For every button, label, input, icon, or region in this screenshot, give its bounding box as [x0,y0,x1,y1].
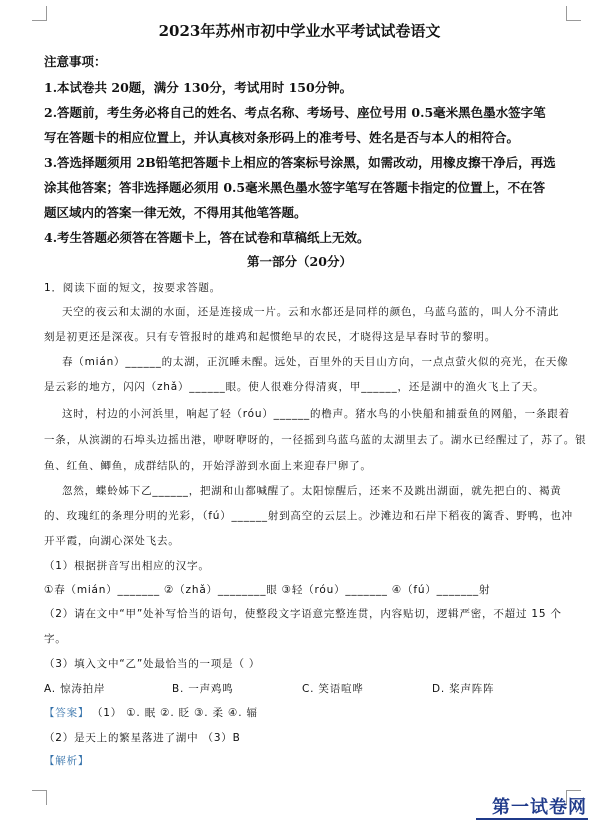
passage-line: 春（mián）______的太湖，正沉睡未醒。远处，百里外的天目山方向，一点点萤火似的亮光，在天像 [62,356,569,368]
notice-line: 写在答题卡的相应位置上，并认真核对条形码上的准考号、姓名是否与本人的相符合。 [44,130,520,145]
passage-line: 刻是初更还是深夜。只有专管报时的雄鸡和起惯绝早的农民，才晓得这是早春时节的黎明。 [44,331,496,343]
passage-line: 开平霞，向湖心深处飞去。 [44,535,180,547]
option-b: B. 一声鸡鸣 [172,683,234,695]
analysis-label: 【解析】 [44,755,90,767]
question-intro: 1．阅读下面的短文，按要求答题。 [44,282,221,294]
sub-question-1: （1）根据拼音写出相应的汉字。 [44,560,210,572]
sub-question-3: （3）填入文中“乙”处最恰当的一项是（ ） [44,658,261,670]
passage-line: 是云彩的地方，闪闪（zhǎ）______眼。使人很难分得清爽，甲______，还是湖中的渔火飞上了天。 [44,381,545,393]
answer-line-1: （1） ①. 眠 ②. 眨 ③. 柔 ④. 辐 [92,707,258,719]
notice-line: 题区域内的答案一律无效，不得用其他笔答题。 [44,205,307,220]
passage-line: 的、玫瑰红的条理分明的光彩，（fú）______射到高空的云层上。沙滩边和石岸下稻夜的篱香、野鸭，也冲 [44,510,573,522]
notice-line: 4.考生答题必须答在答题卡上，答在试卷和草稿纸上无效。 [44,230,370,245]
crop-mark-top-right [566,6,581,21]
option-d: D. 桨声阵阵 [432,683,495,695]
footer-watermark: 第一试卷网 [492,797,587,818]
notice-line: 2.答题前，考生务必将自己的姓名、考点名称、考场号、座位号用 0.5毫米黑色墨水签字笔 [44,105,546,120]
option-c: C. 笑语喧哗 [302,683,364,695]
sub-question-2: （2）请在文中“甲”处补写恰当的语句，使整段文字语意完整连贯，内容贴切，逻辑严密，不超过 15 个 [44,608,562,620]
notice-heading: 注意事项： [44,54,107,69]
section-title: 第一部分（20分） [247,254,352,269]
answer-label: 【答案】 [44,707,90,719]
option-a: A. 惊涛拍岸 [44,683,106,695]
passage-line: 这时，村边的小河浜里，响起了轻（róu）______的橹声。猪水鸟的小快船和捕蚕鱼的网船，一条跟着 [62,408,570,420]
sub-question-2-cont: 字。 [44,633,67,645]
passage-line: 天空的夜云和太湖的水面，还是连接成一片。云和水都还是同样的颜色，乌蓝乌蓝的，叫人分不清此 [62,306,560,318]
passage-line: 鱼、红鱼、鲫鱼，成群结队的，开始浮游到水面上来迎春尸卵了。 [44,460,372,472]
crop-mark-bottom-left [32,790,47,805]
page-title: 2023年苏州市初中学业水平考试试卷语文 [158,22,441,40]
notice-line: 3.答选择题须用 2B铅笔把答题卡上相应的答案标号涂黑，如需改动，用橡皮擦干净后，再选 [44,155,556,170]
notice-line: 涂其他答案；答非选择题必须用 0.5毫米黑色墨水签字笔写在答题卡指定的位置上，不在答 [44,180,546,195]
passage-line: 忽然，蝶蛉姊下乙______，把湖和山都喊醒了。太阳惊醒后，还来不及跳出湖面，就先把白的、褐黄 [62,485,562,497]
answer-line-2: （2）是天上的繁星落进了湖中 （3）B [44,732,241,744]
crop-mark-top-left [32,6,47,21]
notice-line: 1.本试卷共 20题，满分 130分，考试用时 150分钟。 [44,80,353,95]
footer-underline [476,818,588,820]
sub-question-1-items: ①春（mián）_______ ②（zhǎ）________眼 ③轻（róu）_______ ④（fú）_______射 [44,584,491,596]
passage-line: 一条，从滨湖的石埠头边摇出港，咿呀咿呀的，一径摇到乌蓝乌蓝的太湖里去了。湖水已经醒过了，苏了。银 [44,434,587,446]
